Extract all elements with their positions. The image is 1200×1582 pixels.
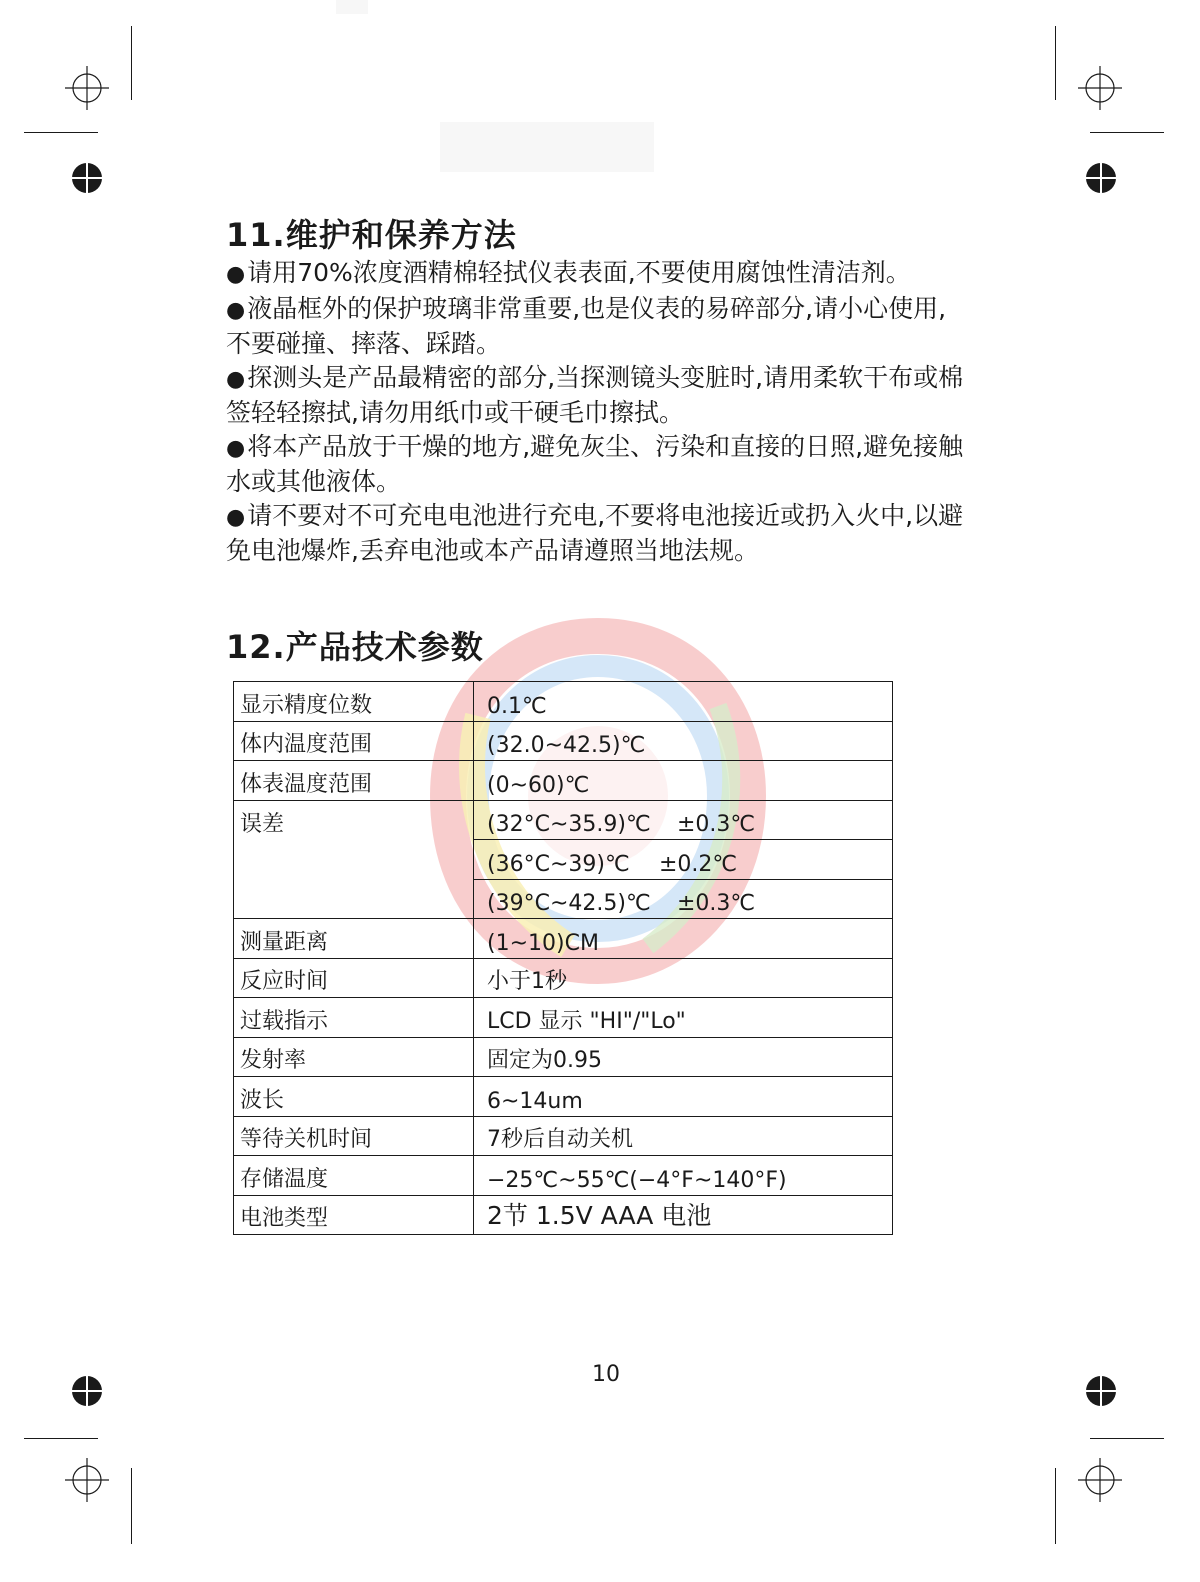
crop-mark (1090, 132, 1164, 133)
spec-label: 测量距离 (234, 919, 474, 959)
crop-mark (131, 26, 132, 100)
spec-value: (32.0~42.5)℃ (474, 721, 893, 761)
bullet-icon: ● (226, 367, 246, 392)
faint-artifact (336, 0, 368, 14)
list-item: ●请用70%浓度酒精棉轻拭仪表表面,不要使用腐蚀性清洁剂。 (226, 258, 911, 287)
list-item: ●液晶框外的保护玻璃非常重要,也是仪表的易碎部分,请小心使用,不要碰撞、摔落、踩踏。 (226, 294, 947, 358)
spec-value: 7秒后自动关机 (474, 1116, 893, 1156)
faint-artifact (440, 122, 654, 172)
spec-value: 0.1℃ (474, 682, 893, 722)
registration-mark-icon (65, 66, 109, 110)
section-title-maintenance: 11.维护和保养方法 (226, 216, 517, 254)
spec-label: 误差 (234, 800, 474, 919)
table-row (234, 1195, 893, 1235)
target-dot-icon (1084, 161, 1118, 195)
registration-mark-icon (1078, 1458, 1122, 1502)
spec-value: 固定为0.95 (474, 1037, 893, 1077)
page-number: 10 (592, 1362, 620, 1387)
spec-label: 体内温度范围 (234, 721, 474, 761)
spec-value: LCD 显示 "HI"/"Lo" (474, 998, 893, 1038)
registration-mark-icon (1078, 66, 1122, 110)
spec-value: (0~60)℃ (474, 761, 893, 801)
bullet-icon: ● (226, 505, 246, 530)
crop-mark (1090, 1438, 1164, 1439)
crop-mark (131, 1468, 132, 1544)
spec-label: 电池类型 (234, 1195, 474, 1235)
spec-label: 波长 (234, 1077, 474, 1117)
spec-value: 6~14um (474, 1077, 893, 1117)
error-range: (32°C~35.9)℃ (487, 812, 651, 837)
table-row (234, 682, 893, 722)
maintenance-list (226, 256, 966, 568)
spec-label: 发射率 (234, 1037, 474, 1077)
spec-label: 等待关机时间 (234, 1116, 474, 1156)
crop-mark (1055, 1468, 1056, 1544)
target-dot-icon (70, 161, 104, 195)
table-row (234, 761, 893, 801)
bullet-icon: ● (226, 436, 246, 461)
spec-value: −25℃~55℃(−4°F~140°F) (474, 1156, 893, 1196)
bullet-icon: ● (226, 262, 246, 287)
spec-label: 过载指示 (234, 998, 474, 1038)
table-row (234, 1037, 893, 1077)
table-row (234, 919, 893, 959)
error-tolerance: ±0.3℃ (677, 812, 756, 837)
list-item: ●将本产品放于干燥的地方,避免灰尘、污染和直接的日照,避免接触水或其他液体。 (226, 432, 964, 496)
registration-mark-icon (65, 1458, 109, 1502)
spec-value: (1~10)CM (474, 919, 893, 959)
table-row (234, 1116, 893, 1156)
table-row (234, 721, 893, 761)
crop-mark (24, 1438, 98, 1439)
error-tolerance: ±0.3℃ (677, 891, 756, 916)
table-row (234, 1156, 893, 1196)
crop-mark (24, 132, 98, 133)
spec-value (474, 879, 893, 919)
crop-mark (1055, 26, 1056, 100)
table-row (234, 1077, 893, 1117)
bullet-icon: ● (226, 298, 246, 323)
table-row (234, 800, 893, 840)
table-row (234, 958, 893, 998)
error-range: (36°C~39)℃ (487, 851, 630, 877)
spec-value: 2节 1.5V AAA 电池 (474, 1195, 893, 1235)
table-row (234, 998, 893, 1038)
list-item: ●请不要对不可充电电池进行充电,不要将电池接近或扔入火中,以避免电池爆炸,丢弃电池或本产品请遵照当地法规。 (226, 501, 964, 565)
list-item: ●探测头是产品最精密的部分,当探测镜头变脏时,请用柔软干布或棉签轻轻擦拭,请勿用纸巾或干硬毛巾擦拭。 (226, 363, 964, 427)
error-tolerance: ±0.2℃ (659, 851, 738, 877)
spec-value (474, 800, 893, 840)
section-title-specs: 12.产品技术参数 (226, 628, 484, 666)
spec-value (474, 840, 893, 880)
spec-label: 存储温度 (234, 1156, 474, 1196)
spec-value: 小于1秒 (474, 958, 893, 998)
spec-label: 显示精度位数 (234, 682, 474, 722)
spec-label: 反应时间 (234, 958, 474, 998)
error-range: (39°C~42.5)℃ (487, 891, 651, 916)
spec-table (233, 681, 893, 1235)
spec-label: 体表温度范围 (234, 761, 474, 801)
